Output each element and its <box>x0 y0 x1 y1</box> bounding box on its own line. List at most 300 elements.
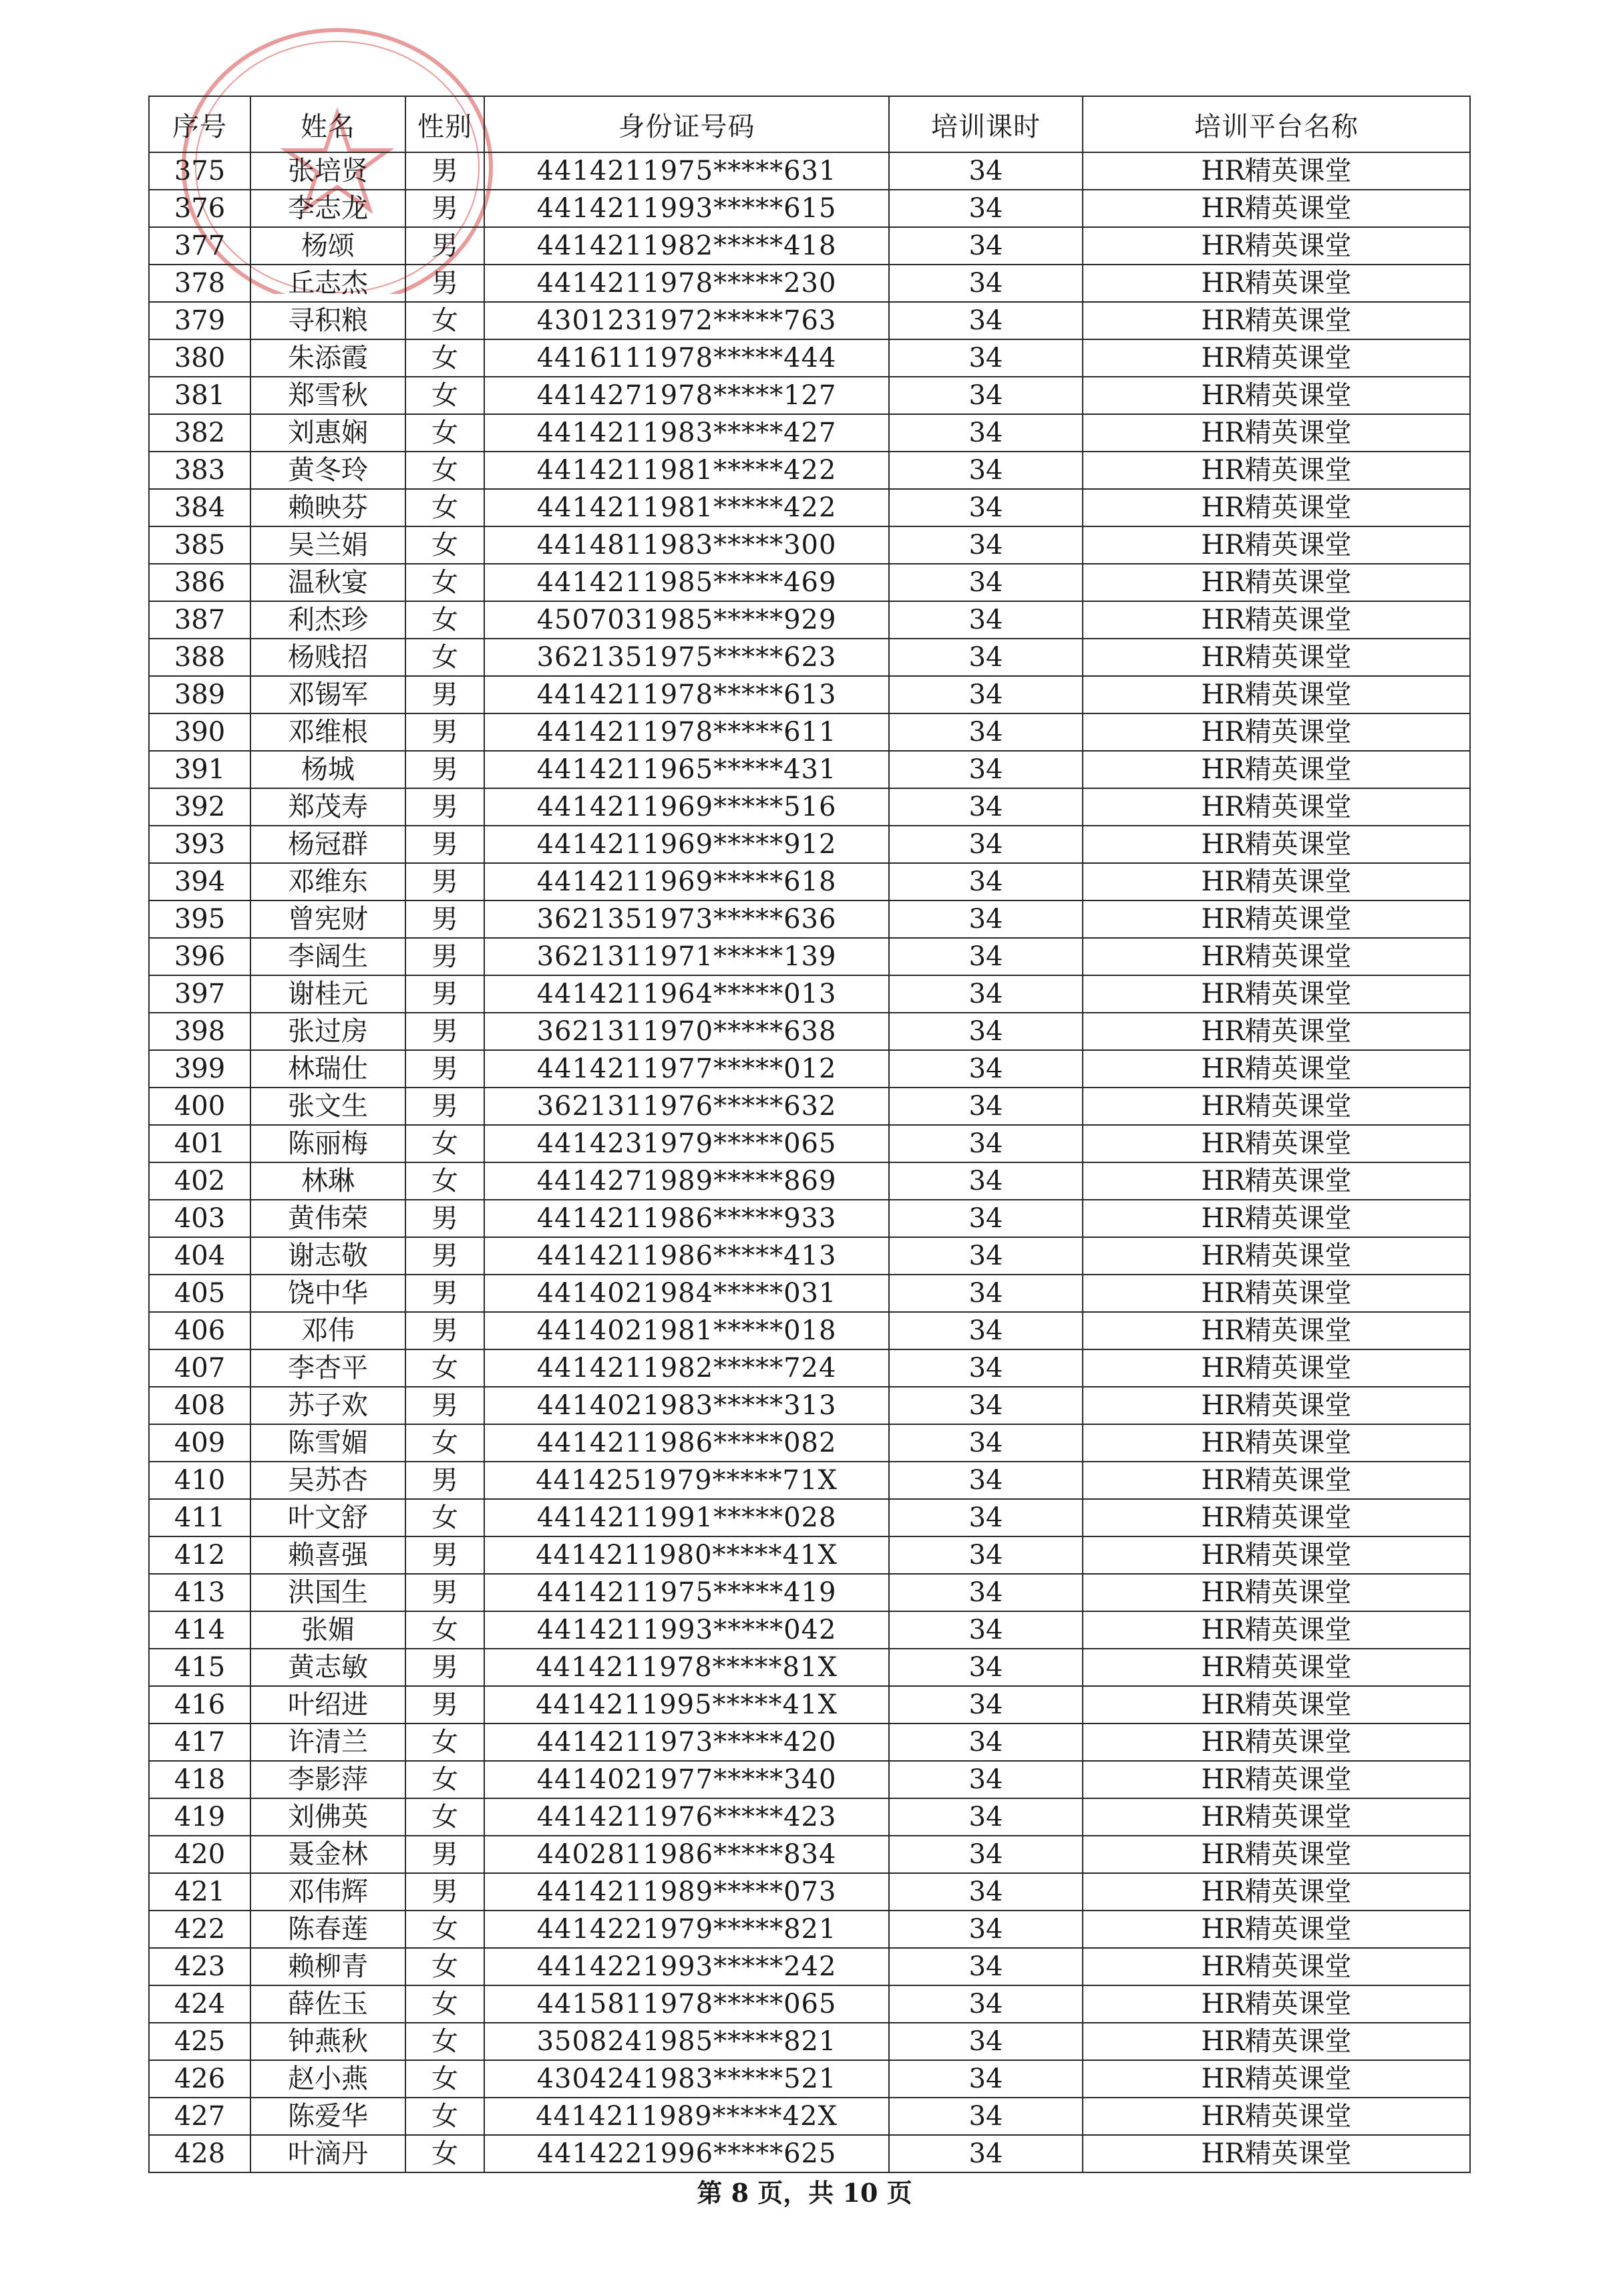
cell-platform-name: HR精英课堂 <box>1083 1686 1470 1724</box>
cell-serial-number: 385 <box>149 526 250 564</box>
cell-id-number: 4414211977*****012 <box>484 1050 889 1088</box>
cell-id-number: 4414211989*****073 <box>484 1873 889 1911</box>
cell-id-number: 4414221996*****625 <box>484 2135 889 2172</box>
cell-serial-number: 384 <box>149 489 250 526</box>
cell-id-number: 4414221979*****821 <box>484 1911 889 1948</box>
table-row <box>149 414 1470 452</box>
column-header-gender: 性别 <box>405 96 484 152</box>
table-row <box>149 1125 1470 1162</box>
cell-training-hours: 34 <box>889 938 1083 975</box>
cell-gender: 女 <box>405 1611 484 1649</box>
table-row <box>149 2098 1470 2135</box>
cell-name: 薛佐玉 <box>250 1985 405 2023</box>
table-row <box>149 676 1470 713</box>
cell-training-hours: 34 <box>889 1312 1083 1349</box>
cell-platform-name: HR精英课堂 <box>1083 751 1470 788</box>
table-row <box>149 1948 1470 1985</box>
cell-training-hours: 34 <box>889 1948 1083 1985</box>
cell-training-hours: 34 <box>889 1200 1083 1237</box>
cell-gender: 男 <box>405 938 484 975</box>
cell-id-number: 4414021983*****313 <box>484 1387 889 1424</box>
cell-name: 陈雪媚 <box>250 1424 405 1462</box>
cell-training-hours: 34 <box>889 1574 1083 1611</box>
cell-serial-number: 411 <box>149 1499 250 1536</box>
cell-id-number: 4414211975*****631 <box>484 152 889 190</box>
cell-serial-number: 407 <box>149 1349 250 1387</box>
table-row <box>149 302 1470 339</box>
cell-gender: 女 <box>405 1761 484 1798</box>
table-row <box>149 265 1470 302</box>
cell-id-number: 4414021977*****340 <box>484 1761 889 1798</box>
cell-training-hours: 34 <box>889 900 1083 938</box>
cell-name: 温秋宴 <box>250 564 405 601</box>
table-row <box>149 601 1470 639</box>
cell-training-hours: 34 <box>889 1237 1083 1275</box>
cell-id-number: 4414211980*****41X <box>484 1536 889 1574</box>
cell-platform-name: HR精英课堂 <box>1083 1275 1470 1312</box>
cell-name: 曾宪财 <box>250 900 405 938</box>
cell-name: 杨城 <box>250 751 405 788</box>
cell-id-number: 4507031985*****929 <box>484 601 889 639</box>
cell-serial-number: 397 <box>149 975 250 1013</box>
cell-id-number: 4414211978*****611 <box>484 713 889 751</box>
table-row <box>149 2060 1470 2098</box>
cell-serial-number: 410 <box>149 1462 250 1499</box>
cell-name: 郑雪秋 <box>250 377 405 414</box>
column-header-name: 姓名 <box>250 96 405 152</box>
table-row <box>149 1387 1470 1424</box>
cell-gender: 女 <box>405 377 484 414</box>
cell-serial-number: 389 <box>149 676 250 713</box>
table-row <box>149 1798 1470 1836</box>
table-row <box>149 1200 1470 1237</box>
cell-id-number: 4414211969*****912 <box>484 826 889 863</box>
cell-platform-name: HR精英课堂 <box>1083 826 1470 863</box>
cell-platform-name: HR精英课堂 <box>1083 339 1470 377</box>
cell-serial-number: 376 <box>149 190 250 227</box>
table-row <box>149 1873 1470 1911</box>
table-row <box>149 751 1470 788</box>
cell-gender: 男 <box>405 1275 484 1312</box>
cell-id-number: 4414211978*****81X <box>484 1649 889 1686</box>
table-row <box>149 1611 1470 1649</box>
cell-gender: 男 <box>405 1088 484 1125</box>
cell-name: 张过房 <box>250 1013 405 1050</box>
cell-platform-name: HR精英课堂 <box>1083 152 1470 190</box>
cell-platform-name: HR精英课堂 <box>1083 975 1470 1013</box>
cell-name: 邓伟辉 <box>250 1873 405 1911</box>
cell-gender: 女 <box>405 1162 484 1200</box>
cell-id-number: 4416111978*****444 <box>484 339 889 377</box>
cell-platform-name: HR精英课堂 <box>1083 1873 1470 1911</box>
cell-platform-name: HR精英课堂 <box>1083 1649 1470 1686</box>
cell-platform-name: HR精英课堂 <box>1083 1050 1470 1088</box>
cell-platform-name: HR精英课堂 <box>1083 302 1470 339</box>
cell-serial-number: 413 <box>149 1574 250 1611</box>
cell-name: 邓锡军 <box>250 676 405 713</box>
table-row <box>149 190 1470 227</box>
cell-serial-number: 393 <box>149 826 250 863</box>
cell-gender: 男 <box>405 713 484 751</box>
cell-training-hours: 34 <box>889 2098 1083 2135</box>
cell-serial-number: 404 <box>149 1237 250 1275</box>
cell-serial-number: 399 <box>149 1050 250 1088</box>
cell-name: 郑茂寿 <box>250 788 405 826</box>
cell-gender: 男 <box>405 1574 484 1611</box>
cell-serial-number: 427 <box>149 2098 250 2135</box>
table-row <box>149 2135 1470 2172</box>
cell-training-hours: 34 <box>889 713 1083 751</box>
cell-training-hours: 34 <box>889 1050 1083 1088</box>
cell-training-hours: 34 <box>889 452 1083 489</box>
cell-serial-number: 382 <box>149 414 250 452</box>
cell-id-number: 4414211993*****042 <box>484 1611 889 1649</box>
cell-training-hours: 34 <box>889 826 1083 863</box>
cell-serial-number: 398 <box>149 1013 250 1050</box>
cell-id-number: 4414211981*****422 <box>484 489 889 526</box>
cell-name: 黄志敏 <box>250 1649 405 1686</box>
cell-training-hours: 34 <box>889 2135 1083 2172</box>
cell-platform-name: HR精英课堂 <box>1083 414 1470 452</box>
cell-serial-number: 381 <box>149 377 250 414</box>
table-row <box>149 1574 1470 1611</box>
cell-platform-name: HR精英课堂 <box>1083 2098 1470 2135</box>
cell-platform-name: HR精英课堂 <box>1083 639 1470 676</box>
cell-serial-number: 387 <box>149 601 250 639</box>
cell-id-number: 4414211975*****419 <box>484 1574 889 1611</box>
cell-name: 李杏平 <box>250 1349 405 1387</box>
cell-gender: 女 <box>405 2023 484 2060</box>
cell-id-number: 4414271989*****869 <box>484 1162 889 1200</box>
cell-name: 寻积粮 <box>250 302 405 339</box>
cell-serial-number: 377 <box>149 227 250 265</box>
cell-gender: 男 <box>405 975 484 1013</box>
cell-platform-name: HR精英课堂 <box>1083 1761 1470 1798</box>
table-row <box>149 1088 1470 1125</box>
cell-name: 许清兰 <box>250 1724 405 1761</box>
cell-training-hours: 34 <box>889 1162 1083 1200</box>
cell-name: 刘佛英 <box>250 1798 405 1836</box>
cell-serial-number: 392 <box>149 788 250 826</box>
table-body <box>149 152 1470 2172</box>
cell-serial-number: 421 <box>149 1873 250 1911</box>
cell-training-hours: 34 <box>889 863 1083 900</box>
cell-training-hours: 34 <box>889 227 1083 265</box>
cell-serial-number: 426 <box>149 2060 250 2098</box>
cell-gender: 女 <box>405 1724 484 1761</box>
table-row <box>149 227 1470 265</box>
cell-gender: 男 <box>405 1312 484 1349</box>
cell-name: 洪国生 <box>250 1574 405 1611</box>
cell-name: 黄冬玲 <box>250 452 405 489</box>
cell-id-number: 4414211964*****013 <box>484 975 889 1013</box>
table-row <box>149 826 1470 863</box>
cell-serial-number: 425 <box>149 2023 250 2060</box>
cell-serial-number: 400 <box>149 1088 250 1125</box>
cell-id-number: 4414211995*****41X <box>484 1686 889 1724</box>
cell-gender: 男 <box>405 1462 484 1499</box>
cell-gender: 男 <box>405 1050 484 1088</box>
cell-training-hours: 34 <box>889 1424 1083 1462</box>
cell-id-number: 4415811978*****065 <box>484 1985 889 2023</box>
cell-name: 饶中华 <box>250 1275 405 1312</box>
cell-name: 杨贱招 <box>250 639 405 676</box>
cell-training-hours: 34 <box>889 1013 1083 1050</box>
cell-name: 黄伟荣 <box>250 1200 405 1237</box>
cell-id-number: 4414211989*****42X <box>484 2098 889 2135</box>
cell-id-number: 4414021984*****031 <box>484 1275 889 1312</box>
cell-gender: 男 <box>405 1237 484 1275</box>
table-row <box>149 564 1470 601</box>
cell-serial-number: 406 <box>149 1312 250 1349</box>
cell-platform-name: HR精英课堂 <box>1083 1462 1470 1499</box>
cell-name: 利杰珍 <box>250 601 405 639</box>
cell-training-hours: 34 <box>889 1499 1083 1536</box>
cell-id-number: 4414251979*****71X <box>484 1462 889 1499</box>
cell-serial-number: 403 <box>149 1200 250 1237</box>
cell-serial-number: 419 <box>149 1798 250 1836</box>
cell-name: 赖喜强 <box>250 1536 405 1574</box>
cell-training-hours: 34 <box>889 639 1083 676</box>
cell-serial-number: 396 <box>149 938 250 975</box>
cell-id-number: 4414811983*****300 <box>484 526 889 564</box>
cell-name: 谢桂元 <box>250 975 405 1013</box>
cell-name: 张媚 <box>250 1611 405 1649</box>
cell-platform-name: HR精英课堂 <box>1083 1536 1470 1574</box>
cell-training-hours: 34 <box>889 339 1083 377</box>
page-number-footer: 第 8 页，共 10 页 <box>697 2178 912 2208</box>
cell-gender: 男 <box>405 676 484 713</box>
cell-serial-number: 386 <box>149 564 250 601</box>
cell-platform-name: HR精英课堂 <box>1083 938 1470 975</box>
cell-id-number: 4301231972*****763 <box>484 302 889 339</box>
cell-id-number: 3621311970*****638 <box>484 1013 889 1050</box>
cell-serial-number: 423 <box>149 1948 250 1985</box>
cell-serial-number: 391 <box>149 751 250 788</box>
cell-platform-name: HR精英课堂 <box>1083 863 1470 900</box>
cell-serial-number: 388 <box>149 639 250 676</box>
cell-platform-name: HR精英课堂 <box>1083 676 1470 713</box>
cell-name: 陈丽梅 <box>250 1125 405 1162</box>
cell-id-number: 4414211978*****230 <box>484 265 889 302</box>
cell-training-hours: 34 <box>889 1911 1083 1948</box>
cell-platform-name: HR精英课堂 <box>1083 1125 1470 1162</box>
cell-training-hours: 34 <box>889 1462 1083 1499</box>
column-header-platform-name: 培训平台名称 <box>1083 96 1470 152</box>
cell-training-hours: 34 <box>889 1798 1083 1836</box>
cell-serial-number: 380 <box>149 339 250 377</box>
cell-gender: 女 <box>405 1349 484 1387</box>
cell-gender: 男 <box>405 1686 484 1724</box>
table-row <box>149 1911 1470 1948</box>
cell-training-hours: 34 <box>889 788 1083 826</box>
cell-id-number: 4414211986*****413 <box>484 1237 889 1275</box>
cell-platform-name: HR精英课堂 <box>1083 1985 1470 2023</box>
cell-gender: 女 <box>405 639 484 676</box>
cell-serial-number: 401 <box>149 1125 250 1162</box>
cell-gender: 男 <box>405 152 484 190</box>
table-row <box>149 1985 1470 2023</box>
cell-platform-name: HR精英课堂 <box>1083 1836 1470 1873</box>
cell-platform-name: HR精英课堂 <box>1083 1798 1470 1836</box>
cell-name: 苏子欢 <box>250 1387 405 1424</box>
cell-id-number: 4414211985*****469 <box>484 564 889 601</box>
table-row <box>149 1724 1470 1761</box>
cell-gender: 女 <box>405 2135 484 2172</box>
cell-serial-number: 417 <box>149 1724 250 1761</box>
cell-gender: 男 <box>405 1649 484 1686</box>
cell-serial-number: 402 <box>149 1162 250 1200</box>
table-row <box>149 1349 1470 1387</box>
cell-id-number: 4414211993*****615 <box>484 190 889 227</box>
cell-name: 朱添霞 <box>250 339 405 377</box>
cell-serial-number: 408 <box>149 1387 250 1424</box>
cell-platform-name: HR精英课堂 <box>1083 1349 1470 1387</box>
cell-serial-number: 378 <box>149 265 250 302</box>
cell-training-hours: 34 <box>889 751 1083 788</box>
cell-platform-name: HR精英课堂 <box>1083 1088 1470 1125</box>
table-row <box>149 713 1470 751</box>
table-row <box>149 1424 1470 1462</box>
table-row <box>149 339 1470 377</box>
cell-gender: 女 <box>405 1948 484 1985</box>
cell-id-number: 4414211983*****427 <box>484 414 889 452</box>
cell-gender: 男 <box>405 900 484 938</box>
cell-gender: 男 <box>405 1200 484 1237</box>
cell-name: 邓维东 <box>250 863 405 900</box>
cell-name: 陈爱华 <box>250 2098 405 2135</box>
cell-platform-name: HR精英课堂 <box>1083 1611 1470 1649</box>
cell-training-hours: 34 <box>889 302 1083 339</box>
cell-id-number: 3621311971*****139 <box>484 938 889 975</box>
cell-serial-number: 420 <box>149 1836 250 1873</box>
cell-training-hours: 34 <box>889 1873 1083 1911</box>
cell-training-hours: 34 <box>889 265 1083 302</box>
table-row <box>149 1050 1470 1088</box>
cell-id-number: 4414211986*****082 <box>484 1424 889 1462</box>
cell-training-hours: 34 <box>889 1349 1083 1387</box>
cell-platform-name: HR精英课堂 <box>1083 564 1470 601</box>
cell-platform-name: HR精英课堂 <box>1083 2023 1470 2060</box>
table-row <box>149 788 1470 826</box>
cell-platform-name: HR精英课堂 <box>1083 1911 1470 1948</box>
cell-platform-name: HR精英课堂 <box>1083 227 1470 265</box>
cell-id-number: 4414271978*****127 <box>484 377 889 414</box>
cell-training-hours: 34 <box>889 1611 1083 1649</box>
cell-name: 李阔生 <box>250 938 405 975</box>
cell-platform-name: HR精英课堂 <box>1083 1237 1470 1275</box>
table-row <box>149 1649 1470 1686</box>
cell-serial-number: 415 <box>149 1649 250 1686</box>
cell-id-number: 4414221993*****242 <box>484 1948 889 1985</box>
cell-training-hours: 34 <box>889 1387 1083 1424</box>
cell-platform-name: HR精英课堂 <box>1083 1312 1470 1349</box>
cell-id-number: 4414211981*****422 <box>484 452 889 489</box>
cell-id-number: 3621351973*****636 <box>484 900 889 938</box>
cell-serial-number: 409 <box>149 1424 250 1462</box>
cell-id-number: 4414211969*****516 <box>484 788 889 826</box>
cell-gender: 男 <box>405 1013 484 1050</box>
table-row <box>149 863 1470 900</box>
cell-name: 吴苏杏 <box>250 1462 405 1499</box>
cell-platform-name: HR精英课堂 <box>1083 265 1470 302</box>
table-row <box>149 452 1470 489</box>
cell-gender: 女 <box>405 1798 484 1836</box>
cell-name: 李志龙 <box>250 190 405 227</box>
cell-gender: 女 <box>405 339 484 377</box>
cell-training-hours: 34 <box>889 601 1083 639</box>
cell-gender: 女 <box>405 2060 484 2098</box>
cell-training-hours: 34 <box>889 1761 1083 1798</box>
training-roster-table <box>148 96 1471 2173</box>
cell-platform-name: HR精英课堂 <box>1083 526 1470 564</box>
table-row <box>149 1536 1470 1574</box>
cell-gender: 女 <box>405 1911 484 1948</box>
table-row <box>149 1275 1470 1312</box>
cell-platform-name: HR精英课堂 <box>1083 1013 1470 1050</box>
cell-gender: 男 <box>405 788 484 826</box>
cell-id-number: 4414231979*****065 <box>484 1125 889 1162</box>
cell-training-hours: 34 <box>889 377 1083 414</box>
cell-serial-number: 394 <box>149 863 250 900</box>
cell-gender: 女 <box>405 2098 484 2135</box>
cell-id-number: 4414211978*****613 <box>484 676 889 713</box>
cell-name: 叶文舒 <box>250 1499 405 1536</box>
cell-training-hours: 34 <box>889 1536 1083 1574</box>
cell-platform-name: HR精英课堂 <box>1083 1424 1470 1462</box>
cell-gender: 男 <box>405 863 484 900</box>
cell-platform-name: HR精英课堂 <box>1083 788 1470 826</box>
cell-serial-number: 395 <box>149 900 250 938</box>
cell-id-number: 4304241983*****521 <box>484 2060 889 2098</box>
table-row <box>149 377 1470 414</box>
cell-id-number: 3621351975*****623 <box>484 639 889 676</box>
cell-serial-number: 405 <box>149 1275 250 1312</box>
cell-gender: 女 <box>405 1424 484 1462</box>
cell-name: 赖柳青 <box>250 1948 405 1985</box>
cell-gender: 男 <box>405 190 484 227</box>
cell-serial-number: 379 <box>149 302 250 339</box>
cell-gender: 男 <box>405 1873 484 1911</box>
cell-platform-name: HR精英课堂 <box>1083 377 1470 414</box>
cell-id-number: 4414211986*****933 <box>484 1200 889 1237</box>
cell-platform-name: HR精英课堂 <box>1083 1162 1470 1200</box>
cell-training-hours: 34 <box>889 1125 1083 1162</box>
cell-serial-number: 375 <box>149 152 250 190</box>
cell-training-hours: 34 <box>889 1275 1083 1312</box>
cell-training-hours: 34 <box>889 1724 1083 1761</box>
table-row <box>149 900 1470 938</box>
table-row <box>149 1237 1470 1275</box>
cell-name: 张文生 <box>250 1088 405 1125</box>
cell-training-hours: 34 <box>889 1836 1083 1873</box>
cell-gender: 男 <box>405 1836 484 1873</box>
cell-training-hours: 34 <box>889 676 1083 713</box>
cell-gender: 女 <box>405 452 484 489</box>
cell-name: 刘惠娴 <box>250 414 405 452</box>
cell-platform-name: HR精英课堂 <box>1083 713 1470 751</box>
table-row <box>149 1312 1470 1349</box>
column-header-no: 序号 <box>149 96 250 152</box>
cell-name: 张培贤 <box>250 152 405 190</box>
cell-id-number: 4402811986*****834 <box>484 1836 889 1873</box>
cell-id-number: 3508241985*****821 <box>484 2023 889 2060</box>
cell-training-hours: 34 <box>889 1686 1083 1724</box>
cell-serial-number: 414 <box>149 1611 250 1649</box>
cell-training-hours: 34 <box>889 1985 1083 2023</box>
cell-gender: 女 <box>405 1125 484 1162</box>
table-header-row <box>149 96 1470 152</box>
